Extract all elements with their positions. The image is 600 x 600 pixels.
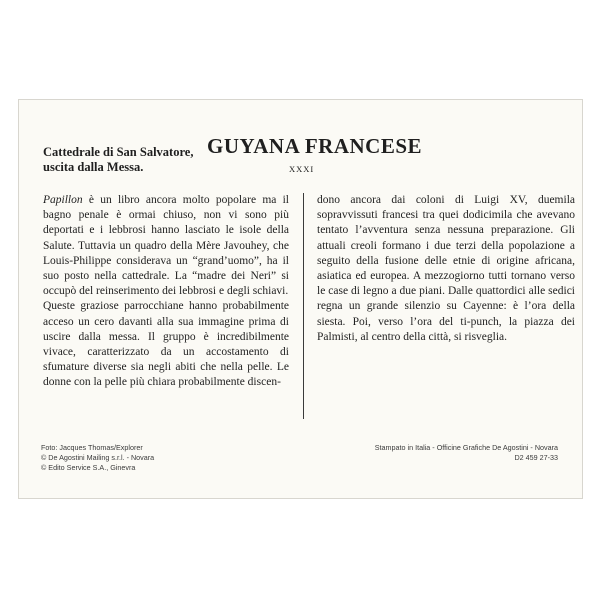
- photo-caption: [43, 145, 193, 175]
- product-code: D2 459 27-33: [514, 453, 558, 462]
- page-title: GUYANA FRANCESE: [207, 134, 423, 158]
- caption-line-1: Cattedrale di San Salvatore,: [43, 145, 194, 159]
- paragraph-2: Queste graziose parrocchiane hanno probabilmente acceso un cero davanti alla sua immagine prima di uscire dalla messa. Il gruppo è incredibilmente vivace, caratterizzato da un accostamento di sfumature diverse sia negli abiti che nella pelle. Le donne con la pelle più chiara probabilmente discen-: [43, 300, 289, 389]
- postcard-back: [18, 99, 583, 499]
- paragraph-1-text: è un libro ancora molto popolare ma il bagno penale è ormai chiuso, non vi sono più deportati e i lebbrosi hanno lasciato le isole della Salute. Tuttavia un quadro della Mère Javouhey, che Louis-Philippe considerava un “grand’uomo”, ha il suo posto nella cattedrale. La “madre dei Neri” si occupò del reinserimento dei lebbrosi e degli schiavi.: [43, 194, 289, 298]
- photo-credits: [41, 443, 154, 473]
- credit-line-copyright-1: © De Agostini Mailing s.r.l. - Novara: [41, 453, 155, 462]
- book-title: Papillon: [43, 194, 83, 206]
- column-divider: [303, 193, 304, 419]
- credit-line-photo: Foto: Jacques Thomas/Explorer: [41, 443, 143, 452]
- caption-line-2: uscita dalla Messa.: [43, 160, 144, 174]
- text-column-left: [43, 193, 289, 391]
- card-number: XXXI: [289, 164, 315, 174]
- credit-line-copyright-2: © Edito Service S.A., Ginevra: [41, 463, 136, 472]
- text-column-right: [317, 193, 575, 345]
- paragraph-1: [43, 193, 289, 299]
- paragraph-3: dono ancora dai coloni di Luigi XV, duemila sopravvissuti francesi tra quei dodicimila che avevano tentato l’avventura senza nessuna preparazione. Gli attuali creoli formano i due terzi della popolazione a seguito della fusione delle etnie di origine africana, asiatica ed europea. A mezzogiorno tutti tornano verso le case di legno a due piani. Dalle quattordici alle sedici regna un grande silenzio su Cayenne: è l’ora della siesta. Poi, verso l’ora del ti-punch, la piazza dei Palmisti, al centro della città, si risveglia.: [317, 194, 575, 343]
- printer-credits: [375, 443, 558, 463]
- printer-line: Stampato in Italia - Officine Grafiche De Agostini - Novara: [374, 443, 558, 452]
